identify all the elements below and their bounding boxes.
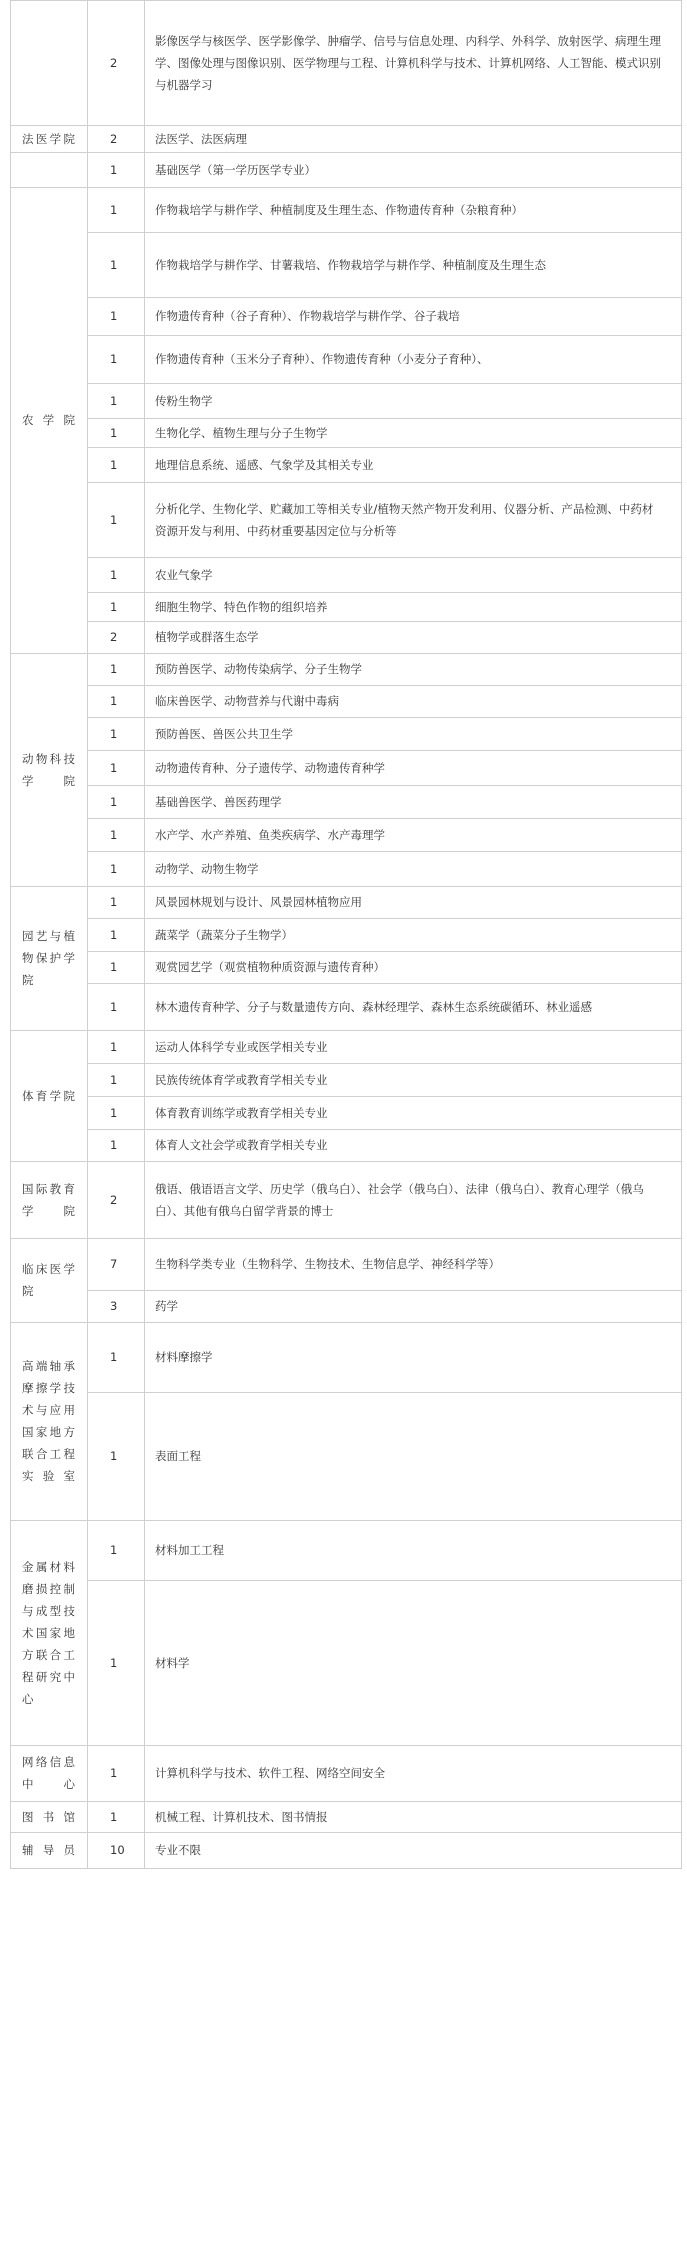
major-text: 预防兽医、兽医公共卫生学 [155,726,293,741]
college-cell [11,1745,87,1801]
headcount-cell: 1 [110,393,118,408]
college-cell [11,1161,87,1238]
major-text: 运动人体科学专业或医学相关专业 [155,1039,328,1054]
major-cell [145,557,681,592]
headcount-cell: 1 [110,457,118,472]
major-cell [145,447,681,482]
major-text: 作物遗传育种（玉米分子育种）、作物遗传育种（小麦分子育种）、 [155,352,489,366]
college-cell [11,1030,87,1161]
major-text: 专业不限 [155,1843,201,1857]
headcount-cell: 1 [110,162,118,177]
headcount-cell: 1 [110,512,118,527]
headcount-cell: 1 [110,960,118,974]
major-cell [145,1801,681,1832]
major-text: 民族传统体育学或教育学相关专业 [155,1072,328,1087]
college-cell [11,0,87,125]
major-text: 动物学、动物生物学 [155,861,259,876]
headcount-cell: 1 [110,999,118,1014]
major-cell [145,621,681,653]
headcount-cell: 2 [110,55,118,70]
major-text: 材料加工工程 [155,1543,224,1557]
headcount-cell: 1 [110,827,118,842]
headcount-cell: 1 [110,1766,118,1780]
major-text: 传粉生物学 [155,393,213,408]
major-cell [145,1063,681,1096]
college-name: 临床医学院 [22,1262,76,1298]
major-text: 农业气象学 [155,567,213,582]
headcount-cell: 1 [110,1809,118,1824]
college-cell [11,1520,87,1745]
college-cell [11,1238,87,1322]
headcount-cell: 10 [110,1843,125,1857]
college-name: 法医学院 [22,131,76,146]
major-cell [145,482,681,557]
college-name: 园艺与植物保护学院 [22,929,76,987]
major-cell [145,1290,681,1322]
headcount-cell: 1 [110,694,118,708]
major-text: 俄语、俄语语言文学、历史学（俄乌白）、社会学（俄乌白）、法律（俄乌白）、教育心理学（俄乌白）、其他有俄乌白留学背景的博士 [155,1181,644,1218]
headcount-cell: 1 [110,861,118,876]
major-cell [145,297,681,335]
major-cell [145,1129,681,1161]
headcount-cell: 1 [110,1105,118,1120]
college-name: 金属材料磨损控制与成型技术国家地方联合工程研究中心 [22,1559,76,1706]
major-text: 表面工程 [155,1449,201,1463]
major-text: 植物学或群落生态学 [155,630,259,644]
major-cell [145,750,681,785]
headcount-cell: 2 [110,630,118,644]
major-cell [145,592,681,621]
headcount-cell: 1 [110,257,118,272]
major-text: 地理信息系统、遥感、气象学及其相关专业 [155,457,374,472]
major-text: 生物化学、植物生理与分子生物学 [155,425,328,440]
major-cell [145,1520,681,1580]
major-cell [145,653,681,685]
headcount-cell: 1 [110,1138,118,1152]
headcount-cell: 1 [110,927,118,942]
major-text: 材料摩擦学 [155,1350,213,1364]
major-cell [145,0,681,125]
major-text: 基础兽医学、兽医药理学 [155,794,282,809]
major-text: 分析化学、生物化学、贮藏加工等相关专业/植物天然产物开发利用、仪器分析、产品检测、中药材资源开发与利用、中药材重要基因定位与分析等 [155,501,654,538]
column-divider [681,0,682,1868]
headcount-cell: 1 [110,567,118,582]
major-text: 材料学 [155,1655,190,1670]
college-cell [11,886,87,1030]
major-cell [145,1161,681,1238]
major-cell [145,1096,681,1129]
major-text: 机械工程、计算机技术、图书情报 [155,1809,328,1824]
headcount-cell: 1 [110,202,118,217]
major-cell [145,335,681,383]
college-name: 体育学院 [22,1088,76,1103]
major-text: 药学 [155,1299,178,1313]
headcount-cell: 1 [110,760,118,775]
headcount-cell: 3 [110,1299,118,1313]
major-text: 预防兽医学、动物传染病学、分子生物学 [155,662,362,676]
major-cell [145,785,681,818]
major-cell [145,685,681,717]
headcount-cell: 1 [110,1449,118,1463]
headcount-cell: 1 [110,599,118,614]
college-cell [11,1322,87,1520]
headcount-cell: 1 [110,1350,118,1364]
headcount-cell: 1 [110,895,118,909]
major-text: 风景园林规划与设计、风景园林植物应用 [155,895,362,909]
major-text: 影像医学与核医学、医学影像学、肿瘤学、信号与信息处理、内科学、外科学、放射医学、病理生理学、图像处理与图像识别、医学物理与工程、计算机科学与技术、计算机网络、人工智能、模式识别与机器学习 [155,33,661,92]
major-cell [145,125,681,152]
major-cell [145,1030,681,1063]
college-name: 网络信息中心 [22,1755,76,1791]
major-cell [145,1322,681,1392]
major-cell [145,983,681,1030]
major-text: 水产学、水产养殖、鱼类疾病学、水产毒理学 [155,827,385,842]
college-cell [11,187,87,653]
major-text: 作物栽培学与耕作学、甘薯栽培、作物栽培学与耕作学、种植制度及生理生态 [155,257,546,272]
row-divider [10,1868,682,1869]
major-text: 作物栽培学与耕作学、种植制度及生理生态、作物遗传育种（杂粮育种） [155,202,523,217]
college-name: 农学院 [22,413,76,427]
major-cell [145,187,681,232]
major-text: 细胞生物学、特色作物的组织培养 [155,599,328,614]
major-cell [145,232,681,297]
major-text: 作物遗传育种（谷子育种）、作物栽培学与耕作学、谷子栽培 [155,309,460,323]
major-text: 生物科学类专业（生物科学、生物技术、生物信息学、神经科学等） [155,1257,500,1271]
headcount-cell: 2 [110,131,118,146]
major-text: 动物遗传育种、分子遗传学、动物遗传育种学 [155,760,385,775]
major-cell [145,1745,681,1801]
headcount-cell: 7 [110,1257,118,1271]
headcount-cell: 1 [110,1039,118,1054]
major-cell [145,886,681,918]
headcount-cell: 1 [110,1072,118,1087]
college-cell [11,1801,87,1832]
headcount-cell: 1 [110,425,118,440]
headcount-cell: 1 [110,662,118,676]
major-cell [145,418,681,447]
major-cell [145,851,681,886]
headcount-cell: 2 [110,1192,118,1207]
college-name: 国际教育学院 [22,1181,76,1218]
major-cell [145,918,681,951]
major-cell [145,1238,681,1290]
major-text: 观赏园艺学（观赏植物种质资源与遗传育种） [155,960,385,974]
headcount-cell: 1 [110,1543,118,1557]
major-text: 法医学、法医病理 [155,131,247,146]
college-cell [11,125,87,152]
major-text: 计算机科学与技术、软件工程、网络空间安全 [155,1766,385,1780]
college-name: 动物科技学院 [22,751,76,788]
college-cell [11,1832,87,1868]
college-name: 图书馆 [22,1809,76,1824]
college-name: 辅导员 [22,1843,76,1857]
college-cell [11,152,87,187]
college-name: 高端轴承摩擦学技术与应用国家地方联合工程实验室 [22,1359,76,1483]
major-text: 基础医学（第一学历医学专业） [155,162,316,177]
headcount-cell: 1 [110,794,118,809]
headcount-cell: 1 [110,352,118,366]
major-cell [145,951,681,983]
major-text: 体育人文社会学或教育学相关专业 [155,1138,328,1152]
major-text: 蔬菜学（蔬菜分子生物学） [155,927,293,942]
major-cell [145,1580,681,1745]
major-text: 林木遗传育种学、分子与数量遗传方向、森林经理学、森林生态系统碳循环、林业遥感 [155,999,592,1014]
major-cell [145,717,681,750]
headcount-cell: 1 [110,726,118,741]
headcount-cell: 1 [110,309,118,323]
major-text: 临床兽医学、动物营养与代谢中毒病 [155,694,339,708]
major-cell [145,1832,681,1868]
major-text: 体育教育训练学或教育学相关专业 [155,1105,328,1120]
major-cell [145,383,681,418]
headcount-cell: 1 [110,1655,118,1670]
major-cell [145,1392,681,1520]
college-cell [11,653,87,886]
major-cell [145,152,681,187]
major-cell [145,818,681,851]
